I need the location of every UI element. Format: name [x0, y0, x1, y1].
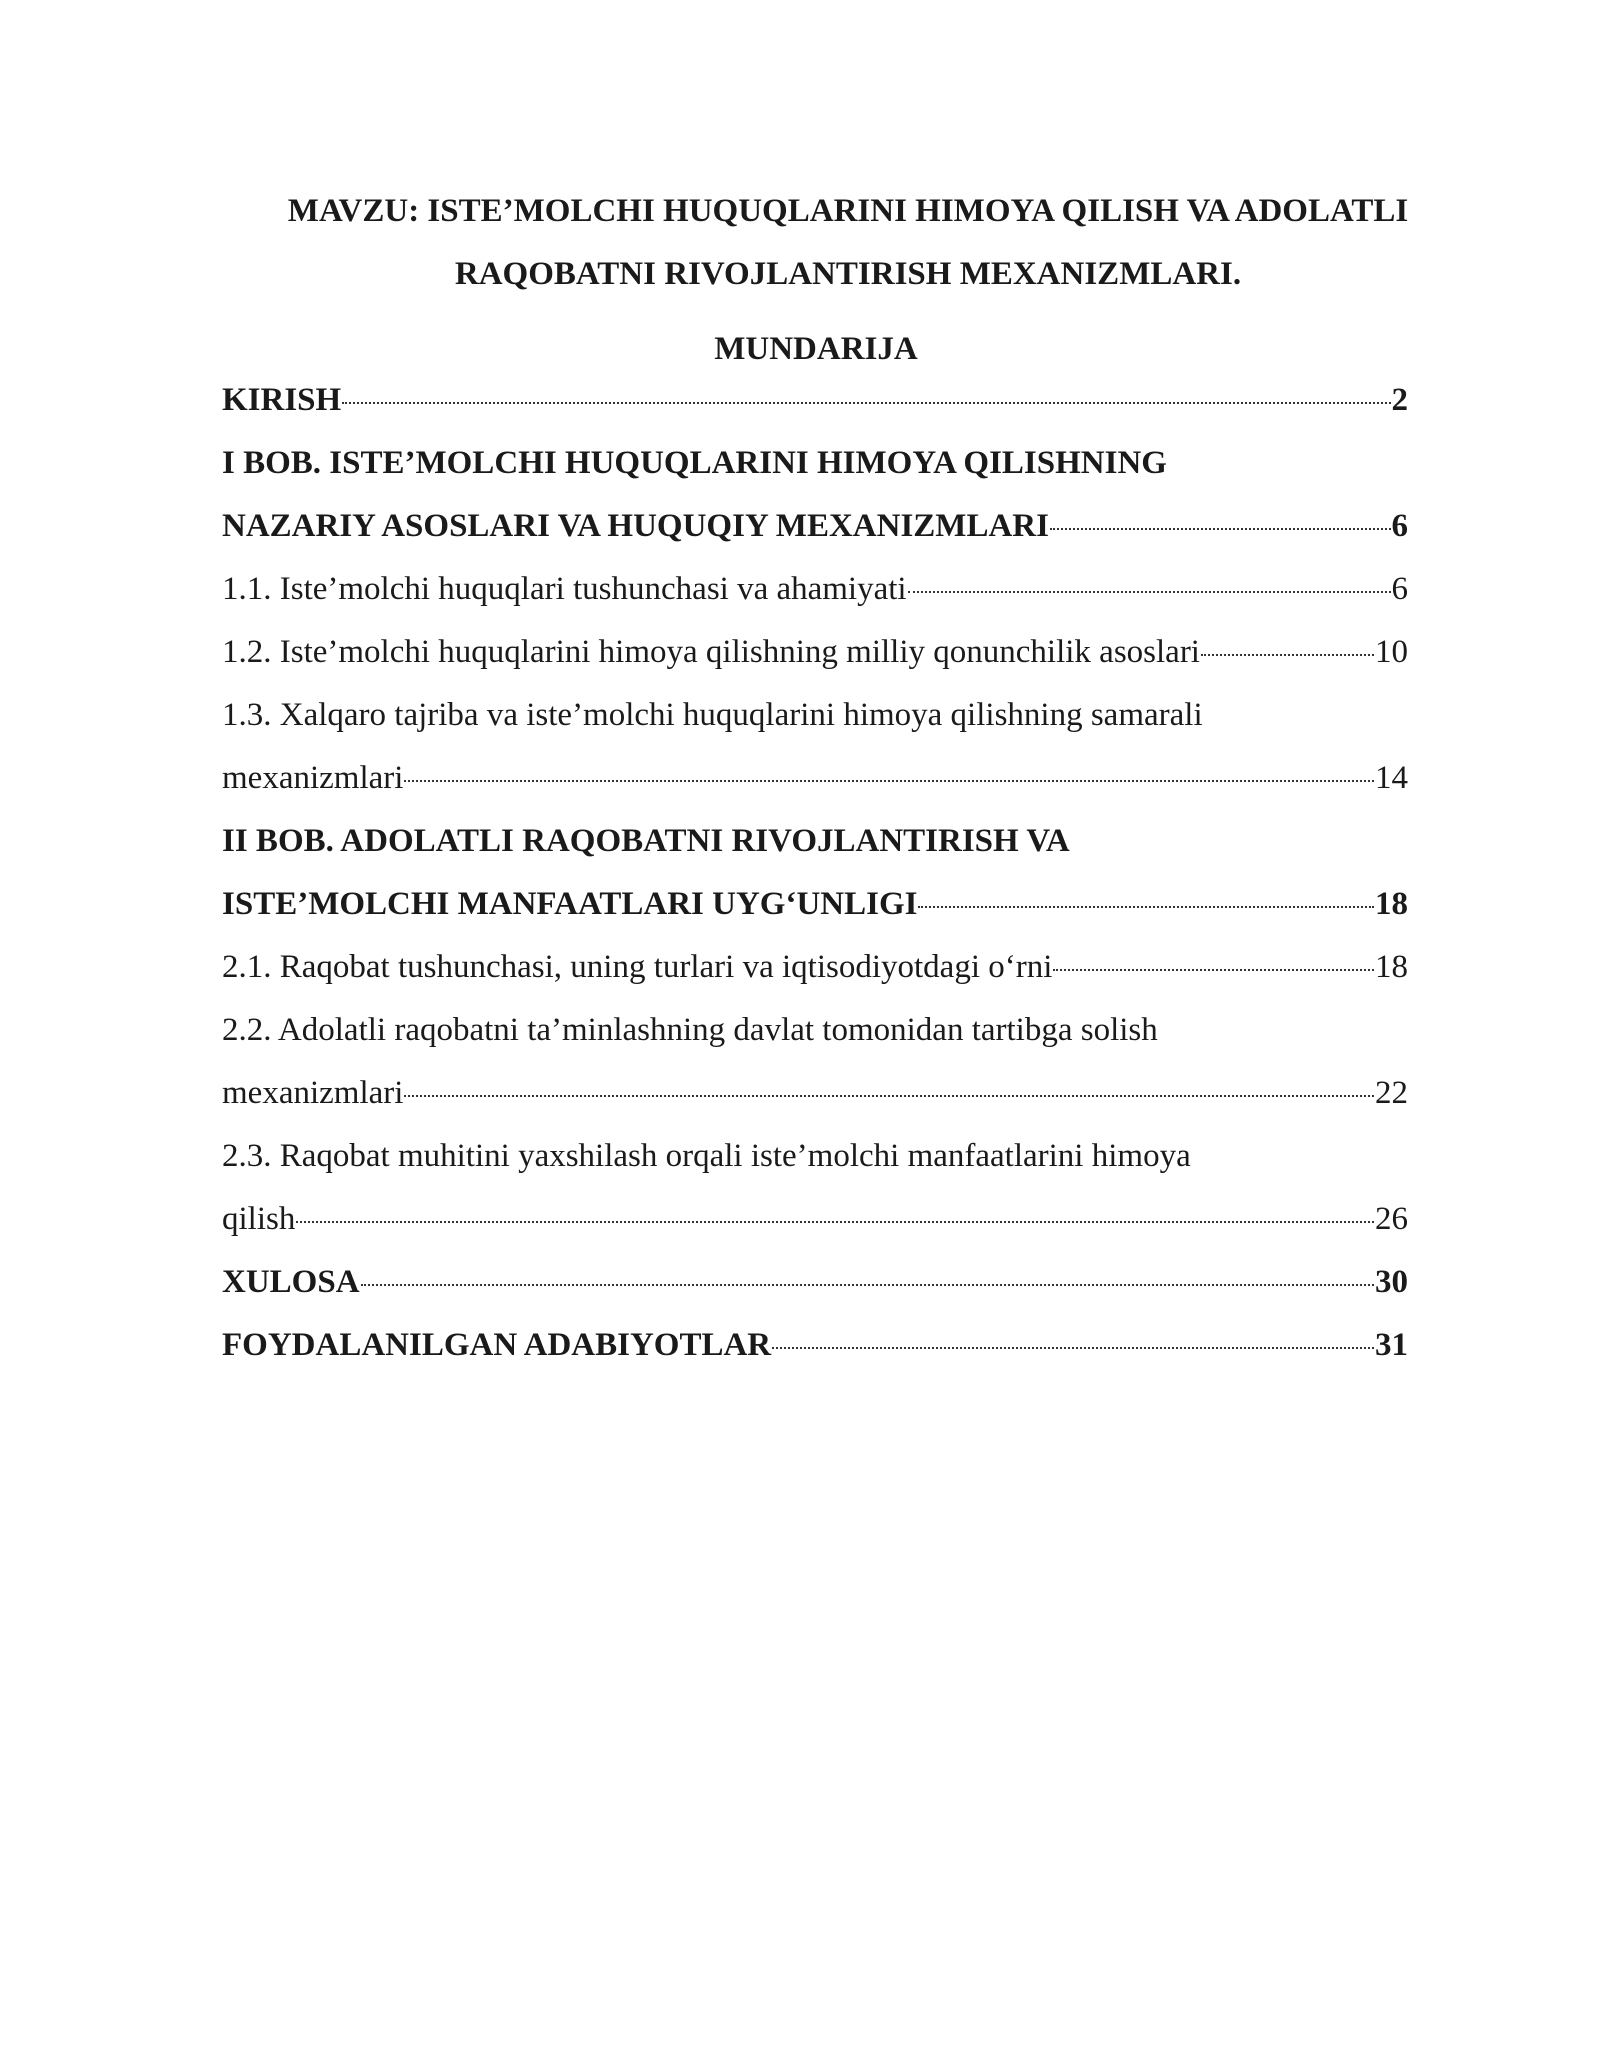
toc-page-number: 18 — [1375, 886, 1408, 922]
toc-dot-leader — [404, 1095, 1374, 1097]
toc-dot-leader — [918, 906, 1374, 908]
toc-entry-title: mexanizmlari — [222, 1075, 404, 1111]
toc-entry-title: KIRISH — [222, 382, 342, 418]
toc-entry-kirish[interactable] — [222, 369, 1408, 432]
toc-entry-title: qilish — [222, 1201, 296, 1237]
toc-dot-leader — [908, 591, 1391, 593]
toc-dot-leader — [404, 780, 1374, 782]
toc-entry-1-2[interactable] — [222, 621, 1408, 684]
toc-entry-references[interactable] — [222, 1314, 1408, 1377]
toc-dot-leader — [361, 1284, 1374, 1286]
topic-line-1: MAVZU: ISTE’MOLCHI HUQUQLARINI HIMOYA QILISH VA ADOLATLI — [287, 193, 1409, 229]
toc-entry-line — [222, 1062, 1408, 1125]
toc-dot-leader — [296, 1221, 1374, 1223]
toc-entry-title: 2.1. Raqobat tushunchasi, uning turlari va iqtisodiyotdagi o‘rni — [222, 949, 1053, 985]
toc-dot-leader — [772, 1347, 1374, 1349]
toc-entry-line — [222, 873, 1408, 936]
toc-entry-1-3[interactable] — [222, 684, 1408, 810]
toc-entry-1-1[interactable] — [222, 558, 1408, 621]
toc-entry-xulosa[interactable] — [222, 1251, 1408, 1314]
toc-page-number: 30 — [1375, 1264, 1408, 1300]
toc-entry-2-1[interactable] — [222, 936, 1408, 999]
toc-entry-line — [222, 1251, 1408, 1314]
toc-page-number: 22 — [1375, 1075, 1408, 1111]
toc-entry-line — [222, 369, 1408, 432]
toc-page-number: 18 — [1375, 949, 1408, 985]
toc-entry-title: 1.1. Iste’molchi huquqlari tushunchasi va ahamiyati — [222, 571, 907, 607]
toc-entry-line — [222, 936, 1408, 999]
toc-page-number: 31 — [1375, 1327, 1408, 1363]
toc-entry-title-first-line: 2.3. Raqobat muhitini yaxshilash orqali iste’molchi manfaatlarini himoya — [222, 1138, 1191, 1174]
toc-page-number: 2 — [1391, 382, 1408, 418]
toc-title: MUNDARIJA — [714, 331, 918, 367]
toc-entry-title: NAZARIY ASOSLARI VA HUQUQIY MEXANIZMLARI — [222, 508, 1049, 544]
toc-page-number: 6 — [1391, 508, 1408, 544]
toc-entry-line — [222, 1314, 1408, 1377]
toc-entry-chapter-1[interactable] — [222, 432, 1408, 558]
toc-entry-line — [222, 1188, 1408, 1251]
toc-dot-leader — [342, 402, 1390, 404]
toc-entry-title-first-line: 2.2. Adolatli raqobatni ta’minlashning davlat tomonidan tartibga solish — [222, 1012, 1158, 1048]
toc-dot-leader — [1050, 528, 1391, 530]
toc-entry-title: mexanizmlari — [222, 760, 404, 796]
toc-entry-2-3[interactable] — [222, 1125, 1408, 1251]
toc-entry-2-2[interactable] — [222, 999, 1408, 1125]
toc-entry-title: XULOSA — [222, 1264, 360, 1300]
toc-entry-title-first-line: 1.3. Xalqaro tajriba va iste’molchi huquqlarini himoya qilishning samarali — [222, 697, 1203, 733]
toc-entry-line — [222, 495, 1408, 558]
topic-heading — [218, 180, 1478, 306]
toc-entry-title: FOYDALANILGAN ADABIYOTLAR — [222, 1327, 772, 1363]
toc-page-number: 26 — [1375, 1201, 1408, 1237]
toc-dot-leader — [1201, 654, 1374, 656]
toc-entry-title-first-line: II BOB. ADOLATLI RAQOBATNI RIVOJLANTIRISH VA — [222, 823, 1070, 859]
toc-entry-chapter-2[interactable] — [222, 810, 1408, 936]
table-of-contents — [222, 369, 1408, 1377]
topic-line-2: RAQOBATNI RIVOJLANTIRISH MEXANIZMLARI. — [454, 256, 1242, 292]
toc-entry-line — [222, 558, 1408, 621]
toc-entry-title: 1.2. Iste’molchi huquqlarini himoya qilishning milliy qonunchilik asoslari — [222, 634, 1200, 670]
toc-entry-title: ISTE’MOLCHI MANFAATLARI UYG‘UNLIGI — [222, 886, 918, 922]
toc-entry-line — [222, 621, 1408, 684]
toc-page-number: 14 — [1375, 760, 1408, 796]
toc-dot-leader — [1053, 969, 1374, 971]
toc-entry-line — [222, 747, 1408, 810]
toc-page-number: 10 — [1375, 634, 1408, 670]
toc-page-number: 6 — [1391, 571, 1408, 607]
toc-entry-title-first-line: I BOB. ISTE’MOLCHI HUQUQLARINI HIMOYA QILISHNING — [222, 445, 1167, 481]
document-page — [222, 180, 1408, 1377]
